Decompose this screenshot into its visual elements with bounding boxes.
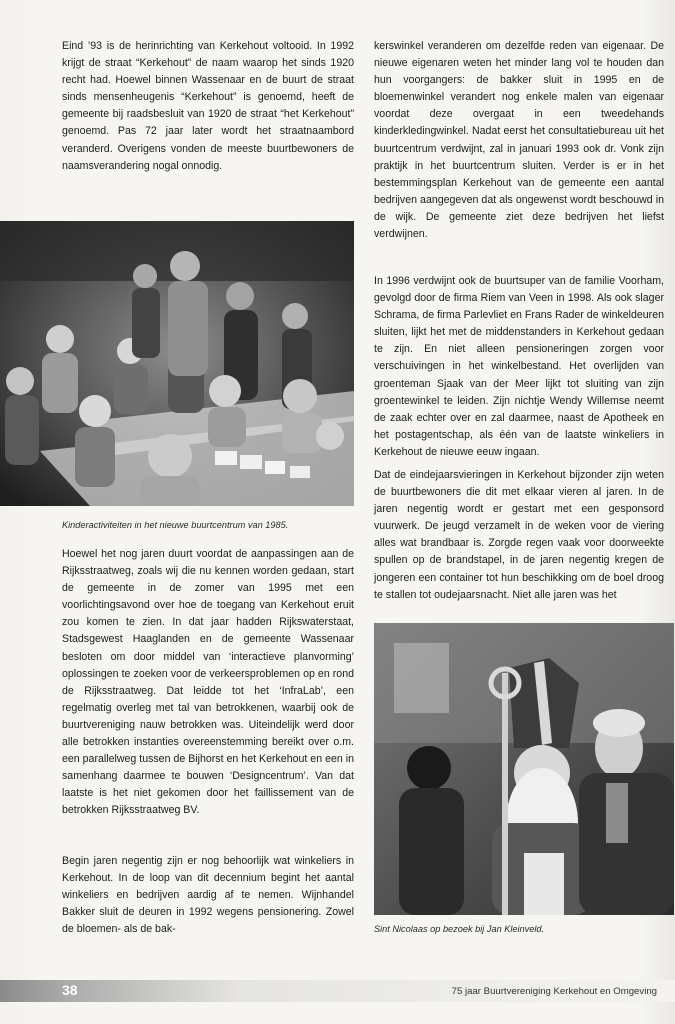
right-paragraph-1: kerswinkel veranderen om dezelfde reden van eigenaar. De nieuwe eigenaren weten het minder lang vol te houden dan hun voorgangers: de bakker sluit in 1995 en de bloemenwinkel verandert nog enkele malen van eigenaar voordat deze overgaat in een tweedehands kinderkledingwinkel. Nadat eerst het consultatiebureau uit het buurtcentrum verdwijnt, zal in januari 1993 ook dr. Vonk zijn praktijk in het buurtcentrum sluiten. Verder is er in het bestemmingsplan Kerkehout van de gemeente een aantal bedrijven aangegeven dat als ongewenst wordt beschouwd in de wijk. De gemeente ziet deze bedrijven het liefst verdwijnen. bbox=[374, 40, 664, 241]
photo-sinterklaas-image bbox=[374, 623, 674, 915]
photo-children-image bbox=[0, 221, 354, 506]
left-paragraph-1: Eind ’93 is de herinrichting van Kerkehout voltooid. In 1992 krijgt de straat “Kerkehout” de naam waarop het sinds 1920 recht had. Hoewel binnen Wassenaar en de buurt de straat sinds mensenheugenis “Kerkehout” is genoemd, heeft de gemeente bij raadsbesluit van 1920 de straat “het Kerkehout” genoemd. Pas 72 jaar later wordt het straatnaambord veranderd. Overigens vonden de meeste buurtbewoners de naamsverandering nogal onnodig. bbox=[62, 40, 354, 172]
left-paragraph-3: Begin jaren negentig zijn er nog behoorlijk wat winkeliers in Kerkehout. In de loop van dit decennium begint het aantal winkeliers en bedrijven aardig af te nemen. Wijnhandel Bakker sluit de deuren in 1992 wegens pensionering. Zowel de bloemen- als de bak- bbox=[62, 855, 354, 936]
photo2-caption: Sint Nicolaas op bezoek bij Jan Kleinveld. bbox=[374, 924, 545, 934]
right-paragraph-2: In 1996 verdwijnt ook de buurtsuper van de familie Voorham, gevolgd door de firma Riem van Veen in 1998. Als ook slager Schrama, de firma Parlevliet en Frans Rader de winkeldeuren sluiten, lijkt het met de middenstanders in Kerkehout gedaan te zijn. En niet alleen pensioneringen zorgen voor verschuivingen in het winkelbestand. Het overlijden van groenteman Sjaak van der Meer lijkt tot sluiting van zijn groentewinkel te leiden. Zijn nichtje Wendy Willemse neemt de zaak echter over en zal daarmee, naast de Apotheek en het postagentschap, als één van de laatste winkeliers in Kerkehout de nieuwe eeuw ingaan. bbox=[374, 275, 664, 458]
footer-publication-title: 75 jaar Buurtvereniging Kerkehout en Omgeving bbox=[451, 986, 657, 997]
photo-children-activities bbox=[0, 221, 354, 506]
photo1-caption: Kinderactiviteiten in het nieuwe buurtcentrum van 1985. bbox=[62, 520, 289, 530]
page-number: 38 bbox=[62, 982, 78, 998]
left-paragraph-2: Hoewel het nog jaren duurt voordat de aanpassingen aan de Rijksstraatweg, zoals wij die nu kennen worden gedaan, start de gemeente in de zomer van 1995 met een voorlichtingsavond over hoe de toegang van Kerkehout eruit zou komen te zien. In dat jaar hadden Rijkswaterstaat, Stadsgewest Haaglanden en de gemeente Wassenaar besloten om door middel van ‘interactieve planvorming’ oplossingen te zoeken voor de verkeersproblemen op en rond de Rijksstraatweg. Dat leidde tot het ‘InfraLab’, een regelmatig overleg met tal van betrokkenen, waarbij ook de buurtvereniging nauw betrokken was. Uiteindelijk werd door alle betrokken instanties overeenstemming bereikt over o.m. een parallelweg tussen de Bijhorst en het Kerkehout en een in samenhang daarmee te bouwen ‘Designcentrum’. Van dat laatste is het niet gekomen door het faillissement van de betrokken Rijksstraatweg BV. bbox=[62, 548, 354, 817]
right-paragraph-3: Dat de eindejaarsvieringen in Kerkehout bijzonder zijn weten de buurtbewoners die dit met elkaar vieren al jaren. In de jaren negentig wordt er gestart met een gesponsord vuurwerk. De jeugd verzamelt in de weken voor de viering alles wat brandbaar is. Zorgde regen vaak voor doorweekte spullen op de brandstapel, in de jaren negentig kregen de jongeren een container tot hun beschikking om de boel droog te stallen tot oudejaarsnacht. Niet alle jaren was het bbox=[374, 469, 664, 601]
photo-sinterklaas bbox=[374, 623, 674, 915]
